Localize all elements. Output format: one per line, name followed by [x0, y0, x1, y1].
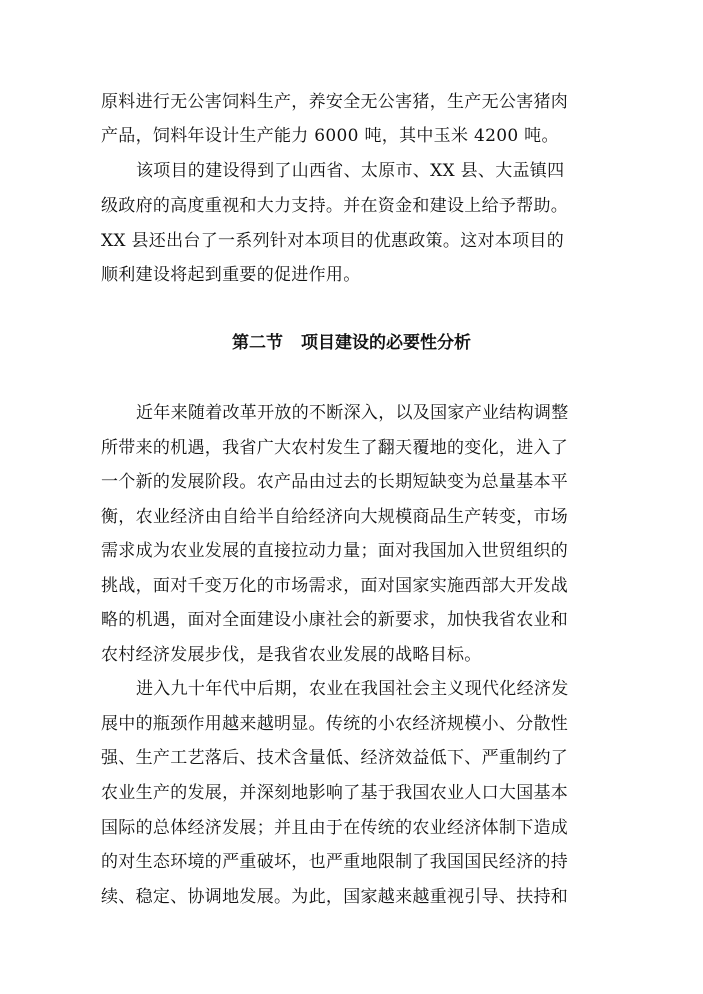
paragraph-line: 进入九十年代中后期，农业在我国社会主义现代化经济发	[136, 679, 569, 699]
paragraph-line: 该项目的建设得到了山西省、太原市、XX 县、大盂镇四	[136, 161, 565, 181]
section-heading	[0, 333, 703, 353]
paragraph-line: 顺利建设将起到重要的促进作用。	[101, 265, 361, 285]
paragraph-line: 国际的总体经济发展；并且由于在传统的农业经济体制下造成	[101, 818, 569, 838]
paragraph-line: 级政府的高度重视和大力支持。并在资金和建设上给予帮助。	[101, 196, 569, 216]
paragraph-line: 需求成为农业发展的直接拉动力量；面对我国加入世贸组织的	[101, 541, 569, 561]
paragraph-line: 一个新的发展阶段。农产品由过去的长期短缺变为总量基本平	[101, 472, 569, 492]
paragraph-line: 衡，农业经济由自给半自给经济向大规模商品生产转变，市场	[101, 507, 569, 527]
paragraph-line: 展中的瓶颈作用越来越明显。传统的小农经济规模小、分散性	[101, 714, 569, 734]
paragraph-line: 原料进行无公害饲料生产，养安全无公害猪，生产无公害猪肉	[101, 92, 569, 112]
paragraph-line: 强、生产工艺落后、技术含量低、经济效益低下、严重制约了	[101, 748, 569, 768]
paragraph-line: 产品，饲料年设计生产能力 6000 吨，其中玉米 4200 吨。	[101, 126, 559, 146]
paragraph-line: 挑战，面对千变万化的市场需求，面对国家实施西部大开发战	[101, 576, 569, 596]
section-number: 第二节	[232, 333, 283, 353]
paragraph-line: 的对生态环境的严重破坏，也严重地限制了我国国民经济的持	[101, 852, 569, 872]
paragraph-line: 所带来的机遇，我省广大农村发生了翻天覆地的变化，进入了	[101, 438, 569, 458]
paragraph-line: 农村经济发展步伐，是我省农业发展的战略目标。	[101, 645, 482, 665]
paragraph-line: XX 县还出台了一系列针对本项目的优惠政策。这对本项目的	[101, 231, 565, 251]
paragraph-line: 续、稳定、协调地发展。为此，国家越来越重视引导、扶持和	[101, 887, 569, 907]
paragraph-line: 农业生产的发展，并深刻地影响了基于我国农业人口大国基本	[101, 783, 569, 803]
section-title: 项目建设的必要性分析	[301, 333, 471, 353]
paragraph-line: 略的机遇，面对全面建设小康社会的新要求，加快我省农业和	[101, 610, 569, 630]
paragraph-line: 近年来随着改革开放的不断深入，以及国家产业结构调整	[136, 403, 569, 423]
